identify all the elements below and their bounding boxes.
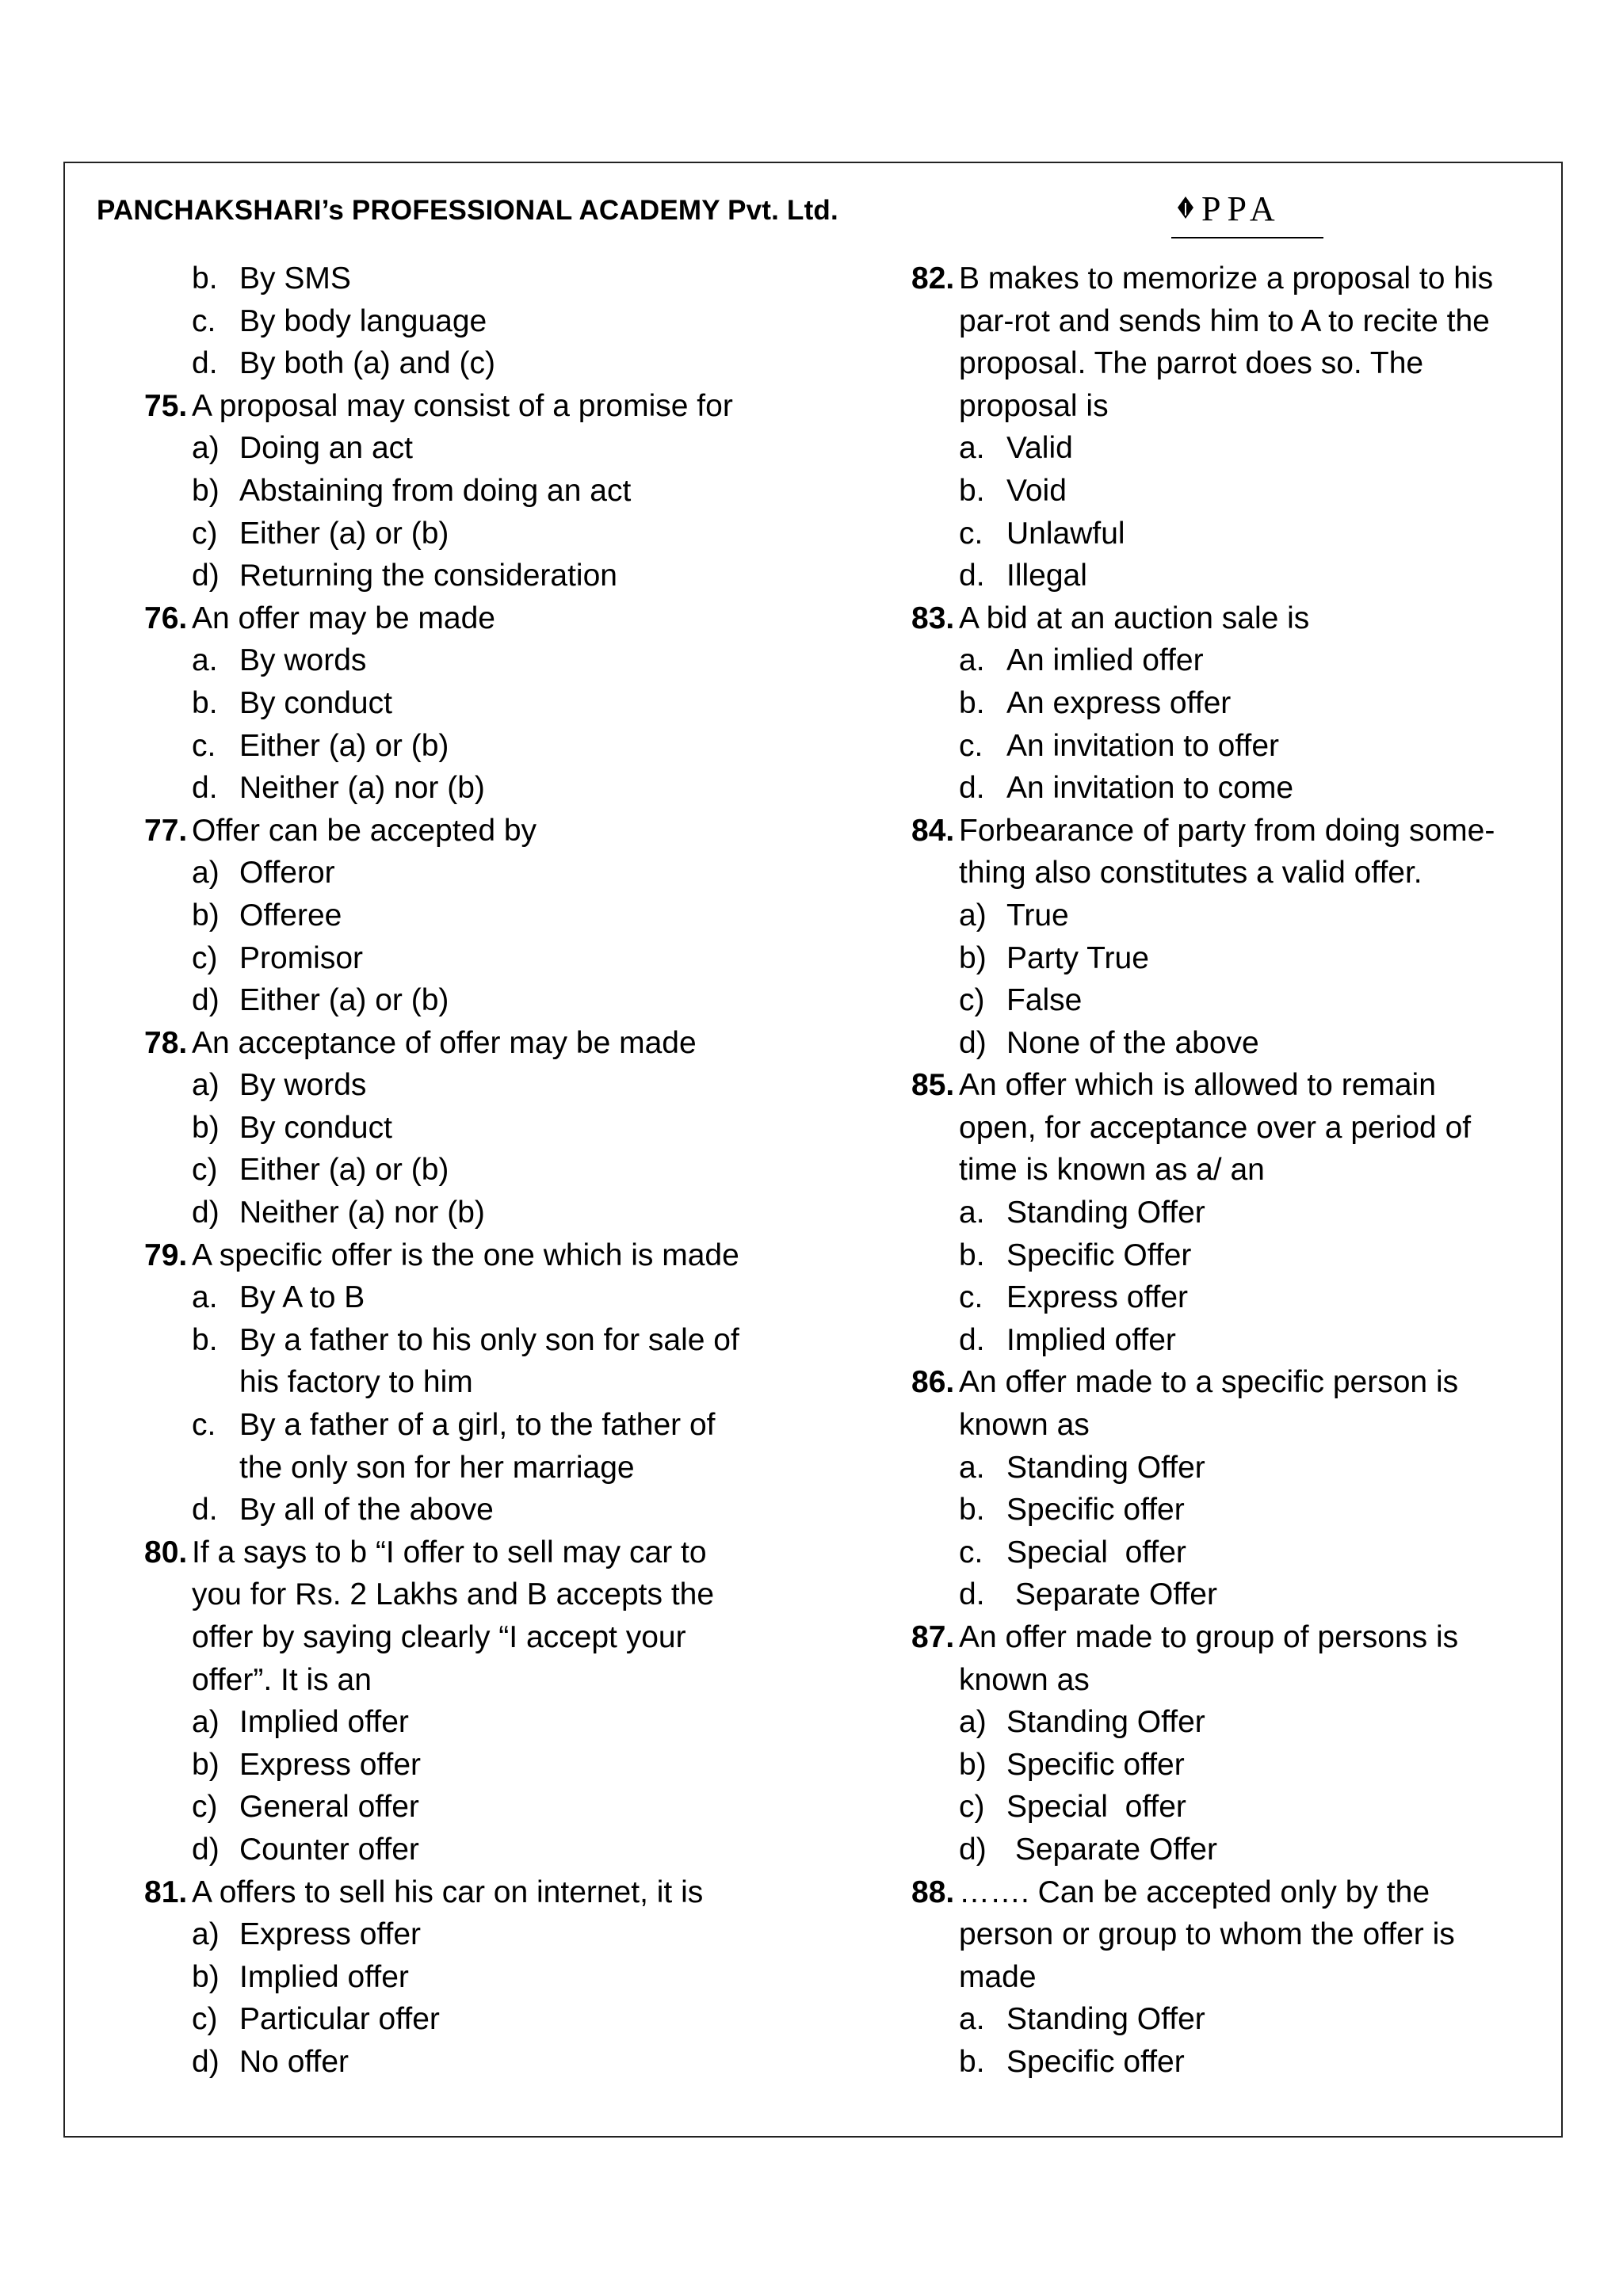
question-line <box>864 300 1529 343</box>
option-label: c) <box>192 2002 218 2037</box>
option-text: By both (a) and (c) <box>239 346 495 381</box>
option-label: b. <box>959 1493 985 1527</box>
option-label: b) <box>192 1747 220 1782</box>
question-line <box>864 810 1529 852</box>
question-number: 85. <box>911 1068 955 1103</box>
option-label: c. <box>959 1280 983 1315</box>
option-text: Counter offer <box>239 1832 419 1867</box>
question-line <box>864 1956 1529 1999</box>
question-line <box>97 1871 794 1914</box>
question-line <box>97 1022 794 1065</box>
question-number: 76. <box>144 601 188 635</box>
question-text: proposal. The parrot does so. The <box>959 346 1424 381</box>
header-title: PANCHAKSHARI’s PROFESSIONAL ACADEMY Pvt. Ltd. <box>97 195 838 226</box>
answer-option <box>97 852 794 894</box>
option-text: Express offer <box>1006 1280 1189 1315</box>
answer-option <box>97 555 794 597</box>
answer-option <box>864 639 1529 682</box>
question-number: 75. <box>144 388 188 423</box>
option-text: By SMS <box>239 261 351 296</box>
answer-option <box>864 894 1529 937</box>
option-text: By body language <box>239 303 487 338</box>
answer-option <box>97 1361 794 1404</box>
question-text: person or group to whom the offer is <box>959 1917 1455 1952</box>
option-label: d. <box>192 346 218 381</box>
answer-option <box>97 979 794 1022</box>
answer-option <box>97 767 794 810</box>
option-text: By words <box>239 1068 367 1103</box>
option-text: True <box>1006 898 1069 933</box>
question-line <box>864 342 1529 385</box>
option-text: By A to B <box>239 1280 365 1315</box>
option-label: c. <box>192 728 216 763</box>
answer-option <box>97 1064 794 1107</box>
question-line <box>97 1659 794 1702</box>
option-text: Standing Offer <box>1006 1450 1205 1485</box>
question-line <box>864 385 1529 428</box>
answer-option <box>864 1234 1529 1277</box>
option-label: a. <box>959 431 985 466</box>
option-label: b) <box>959 1747 987 1782</box>
option-text: By conduct <box>239 1110 392 1145</box>
option-text: Express offer <box>239 1917 422 1952</box>
option-text: Specific offer <box>1006 1493 1185 1527</box>
option-text: Illegal <box>1006 559 1087 593</box>
option-label: b) <box>192 1959 220 1994</box>
question-number: 86. <box>911 1365 955 1400</box>
option-label: b) <box>192 898 220 933</box>
question-text: offer by saying clearly “I accept your <box>192 1620 686 1654</box>
question-number: 80. <box>144 1535 188 1569</box>
answer-option <box>864 1829 1529 1871</box>
option-text: Void <box>1006 473 1067 508</box>
question-text: An offer which is allowed to remain <box>959 1068 1436 1103</box>
option-label: a. <box>192 643 218 678</box>
answer-option <box>97 470 794 513</box>
answer-option <box>97 1404 794 1447</box>
option-label: c. <box>192 1408 216 1443</box>
answer-option <box>97 1913 794 1956</box>
answer-option <box>97 1998 794 2041</box>
answer-option <box>864 1447 1529 1489</box>
question-line <box>97 1234 794 1277</box>
option-text: Standing Offer <box>1006 1196 1205 1230</box>
question-line <box>864 1361 1529 1404</box>
option-label: a. <box>192 1280 218 1315</box>
option-text: Offeror <box>239 856 335 891</box>
option-text: Special offer <box>1006 1535 1186 1569</box>
option-text: Abstaining from doing an act <box>239 473 632 508</box>
question-line <box>97 810 794 852</box>
question-line <box>97 1573 794 1616</box>
question-line <box>864 597 1529 640</box>
option-text: Implied offer <box>239 1959 409 1994</box>
option-label: b. <box>959 685 985 720</box>
answer-option <box>864 555 1529 597</box>
option-text: Implied offer <box>1006 1322 1176 1357</box>
answer-option <box>864 979 1529 1022</box>
question-number: 78. <box>144 1025 188 1060</box>
answer-option <box>97 1149 794 1192</box>
option-text: Particular offer <box>239 2002 440 2037</box>
answer-option <box>864 1998 1529 2041</box>
question-line <box>864 1871 1529 1914</box>
question-number: 87. <box>911 1620 955 1654</box>
option-label: c. <box>959 1535 983 1569</box>
option-label: a. <box>959 1450 985 1485</box>
question-text: A offers to sell his car on internet, it is <box>192 1875 704 1909</box>
question-text: offer”. It is an <box>192 1662 372 1697</box>
answer-option <box>864 1786 1529 1829</box>
answer-option <box>864 1192 1529 1234</box>
option-label: c) <box>192 516 218 551</box>
option-text: Standing Offer <box>1006 1705 1205 1740</box>
option-label: a) <box>959 1705 987 1740</box>
option-text: False <box>1006 983 1083 1018</box>
answer-option <box>97 1786 794 1829</box>
question-text: you for Rs. 2 Lakhs and B accepts the <box>192 1577 715 1612</box>
question-number: 88. <box>911 1875 955 1909</box>
answer-option <box>97 2041 794 2084</box>
answer-option <box>97 342 794 385</box>
answer-option <box>97 1701 794 1744</box>
answer-option <box>864 1744 1529 1787</box>
answer-option <box>97 937 794 980</box>
option-text: Promisor <box>239 940 364 975</box>
option-text: Doing an act <box>239 431 413 466</box>
answer-option <box>97 1107 794 1150</box>
question-text: made <box>959 1959 1037 1994</box>
option-label: c) <box>959 1790 985 1825</box>
answer-option <box>864 725 1529 768</box>
option-text: By a father to his only son for sale of <box>239 1322 739 1357</box>
question-text: known as <box>959 1662 1090 1697</box>
option-label: c. <box>192 303 216 338</box>
question-number: 79. <box>144 1238 188 1272</box>
answer-option <box>97 1276 794 1319</box>
answer-option <box>864 767 1529 810</box>
question-text: known as <box>959 1408 1090 1443</box>
option-text: Either (a) or (b) <box>239 516 449 551</box>
option-text: No offer <box>239 2044 349 2079</box>
answer-option <box>864 513 1529 555</box>
option-text: An express offer <box>1006 685 1232 720</box>
question-line <box>864 1616 1529 1659</box>
option-label: d) <box>192 983 220 1018</box>
answer-option <box>97 1956 794 1999</box>
answer-option <box>97 257 794 300</box>
question-line <box>864 1913 1529 1956</box>
option-text: Implied offer <box>239 1705 409 1740</box>
answer-option <box>97 639 794 682</box>
option-text: Separate Offer <box>1006 1577 1217 1612</box>
option-label: d. <box>959 1577 985 1612</box>
option-label: a) <box>192 1705 220 1740</box>
answer-option <box>97 1192 794 1234</box>
option-text: An imlied offer <box>1006 643 1204 678</box>
option-text: Returning the consideration <box>239 559 617 593</box>
option-label: a) <box>192 1068 220 1103</box>
option-label: d) <box>192 1832 220 1867</box>
option-text: Unlawful <box>1006 516 1125 551</box>
question-text: thing also constitutes a valid offer. <box>959 856 1423 891</box>
option-text: Neither (a) nor (b) <box>239 771 485 806</box>
answer-option <box>97 682 794 725</box>
option-label: a) <box>192 431 220 466</box>
option-label: a) <box>192 856 220 891</box>
option-label: c) <box>192 1790 218 1825</box>
option-label: b. <box>959 473 985 508</box>
option-label: b) <box>192 1110 220 1145</box>
option-label: d. <box>192 771 218 806</box>
question-text: If a says to b “I offer to sell may car to <box>192 1535 707 1569</box>
answer-option <box>97 1319 794 1362</box>
option-label: d. <box>959 559 985 593</box>
answer-option <box>97 1489 794 1531</box>
question-text: An offer made to group of persons is <box>959 1620 1459 1654</box>
option-label: a. <box>959 1196 985 1230</box>
answer-option <box>864 682 1529 725</box>
option-text: Specific offer <box>1006 1747 1185 1782</box>
question-number: 84. <box>911 813 955 848</box>
option-text: None of the above <box>1006 1025 1259 1060</box>
option-label: c. <box>959 516 983 551</box>
option-text: Specific Offer <box>1006 1238 1192 1272</box>
ppa-logo <box>1170 192 1325 244</box>
question-line <box>864 1659 1529 1702</box>
option-label: c) <box>192 1153 218 1188</box>
answer-option <box>97 1447 794 1489</box>
option-text: General offer <box>239 1790 419 1825</box>
option-text: An invitation to come <box>1006 771 1294 806</box>
question-line <box>97 597 794 640</box>
option-text: his factory to him <box>239 1365 473 1400</box>
option-label: a. <box>959 643 985 678</box>
option-text: Special offer <box>1006 1790 1186 1825</box>
answer-option <box>97 513 794 555</box>
answer-option <box>97 300 794 343</box>
question-line <box>97 385 794 428</box>
option-label: b. <box>192 261 218 296</box>
option-label: d) <box>959 1025 987 1060</box>
option-text: Neither (a) nor (b) <box>239 1196 485 1230</box>
question-text: An offer may be made <box>192 601 495 635</box>
option-label: b. <box>192 685 218 720</box>
question-text: Offer can be accepted by <box>192 813 537 848</box>
question-text: An offer made to a specific person is <box>959 1365 1459 1400</box>
option-text: Specific offer <box>1006 2044 1185 2079</box>
logo-text: PPA <box>1201 192 1281 228</box>
option-text: Standing Offer <box>1006 2002 1205 2037</box>
answer-option <box>864 470 1529 513</box>
answer-option <box>97 1829 794 1871</box>
option-text: By words <box>239 643 367 678</box>
answer-option <box>97 894 794 937</box>
question-line <box>864 1107 1529 1150</box>
question-line <box>864 852 1529 894</box>
question-number: 81. <box>144 1875 188 1909</box>
answer-option <box>97 725 794 768</box>
question-number: 83. <box>911 601 955 635</box>
answer-option <box>97 1744 794 1787</box>
option-label: b. <box>959 1238 985 1272</box>
answer-option <box>864 1022 1529 1065</box>
option-label: a) <box>192 1917 220 1952</box>
left-column <box>97 257 794 2084</box>
question-text: Forbearance of party from doing some- <box>959 813 1495 848</box>
question-line <box>864 1404 1529 1447</box>
option-label: c) <box>959 983 985 1018</box>
question-line <box>864 257 1529 300</box>
question-number: 77. <box>144 813 188 848</box>
option-label: b. <box>192 1322 218 1357</box>
question-text: B makes to memorize a proposal to his <box>959 261 1494 296</box>
option-label: b) <box>192 473 220 508</box>
option-label: b) <box>959 940 987 975</box>
option-label: d) <box>192 2044 220 2079</box>
option-label: d) <box>959 1832 987 1867</box>
answer-option <box>864 937 1529 980</box>
option-text: By all of the above <box>239 1493 494 1527</box>
option-label: a) <box>959 898 987 933</box>
answer-option <box>864 2041 1529 2084</box>
option-label: d) <box>192 1196 220 1230</box>
answer-option <box>864 1573 1529 1616</box>
question-text: open, for acceptance over a period of <box>959 1110 1472 1145</box>
question-line <box>864 1149 1529 1192</box>
question-text: A specific offer is the one which is made <box>192 1238 739 1272</box>
answer-option <box>864 1701 1529 1744</box>
option-text: An invitation to offer <box>1006 728 1279 763</box>
answer-option <box>864 1276 1529 1319</box>
option-label: d. <box>192 1493 218 1527</box>
option-label: c) <box>192 940 218 975</box>
option-label: d. <box>959 1322 985 1357</box>
option-text: Either (a) or (b) <box>239 983 449 1018</box>
answer-option <box>864 1319 1529 1362</box>
question-text: An acceptance of offer may be made <box>192 1025 697 1060</box>
question-text: time is known as a/ an <box>959 1153 1265 1188</box>
option-text: Either (a) or (b) <box>239 728 449 763</box>
option-label: d) <box>192 559 220 593</box>
option-text: Express offer <box>239 1747 422 1782</box>
right-column <box>864 257 1529 2084</box>
answer-option <box>864 1489 1529 1531</box>
option-label: d. <box>959 771 985 806</box>
option-label: c. <box>959 728 983 763</box>
option-text: Party True <box>1006 940 1149 975</box>
option-label: b. <box>959 2044 985 2079</box>
answer-option <box>864 427 1529 470</box>
option-text: Offeree <box>239 898 342 933</box>
option-text: Valid <box>1006 431 1073 466</box>
question-text: A bid at an auction sale is <box>959 601 1310 635</box>
option-text: the only son for her marriage <box>239 1450 635 1485</box>
question-number: 82. <box>911 261 955 296</box>
question-text: ……. Can be accepted only by the <box>959 1875 1430 1909</box>
question-text: proposal is <box>959 388 1109 423</box>
answer-option <box>97 427 794 470</box>
question-line <box>97 1616 794 1659</box>
question-line <box>97 1531 794 1574</box>
question-line <box>864 1064 1529 1107</box>
option-text: Either (a) or (b) <box>239 1153 449 1188</box>
option-text: Separate Offer <box>1006 1832 1217 1867</box>
answer-option <box>864 1531 1529 1574</box>
question-text: A proposal may consist of a promise for <box>192 388 733 423</box>
option-text: By conduct <box>239 685 392 720</box>
option-text: By a father of a girl, to the father of <box>239 1408 716 1443</box>
question-text: par-rot and sends him to A to recite the <box>959 303 1490 338</box>
option-label: a. <box>959 2002 985 2037</box>
